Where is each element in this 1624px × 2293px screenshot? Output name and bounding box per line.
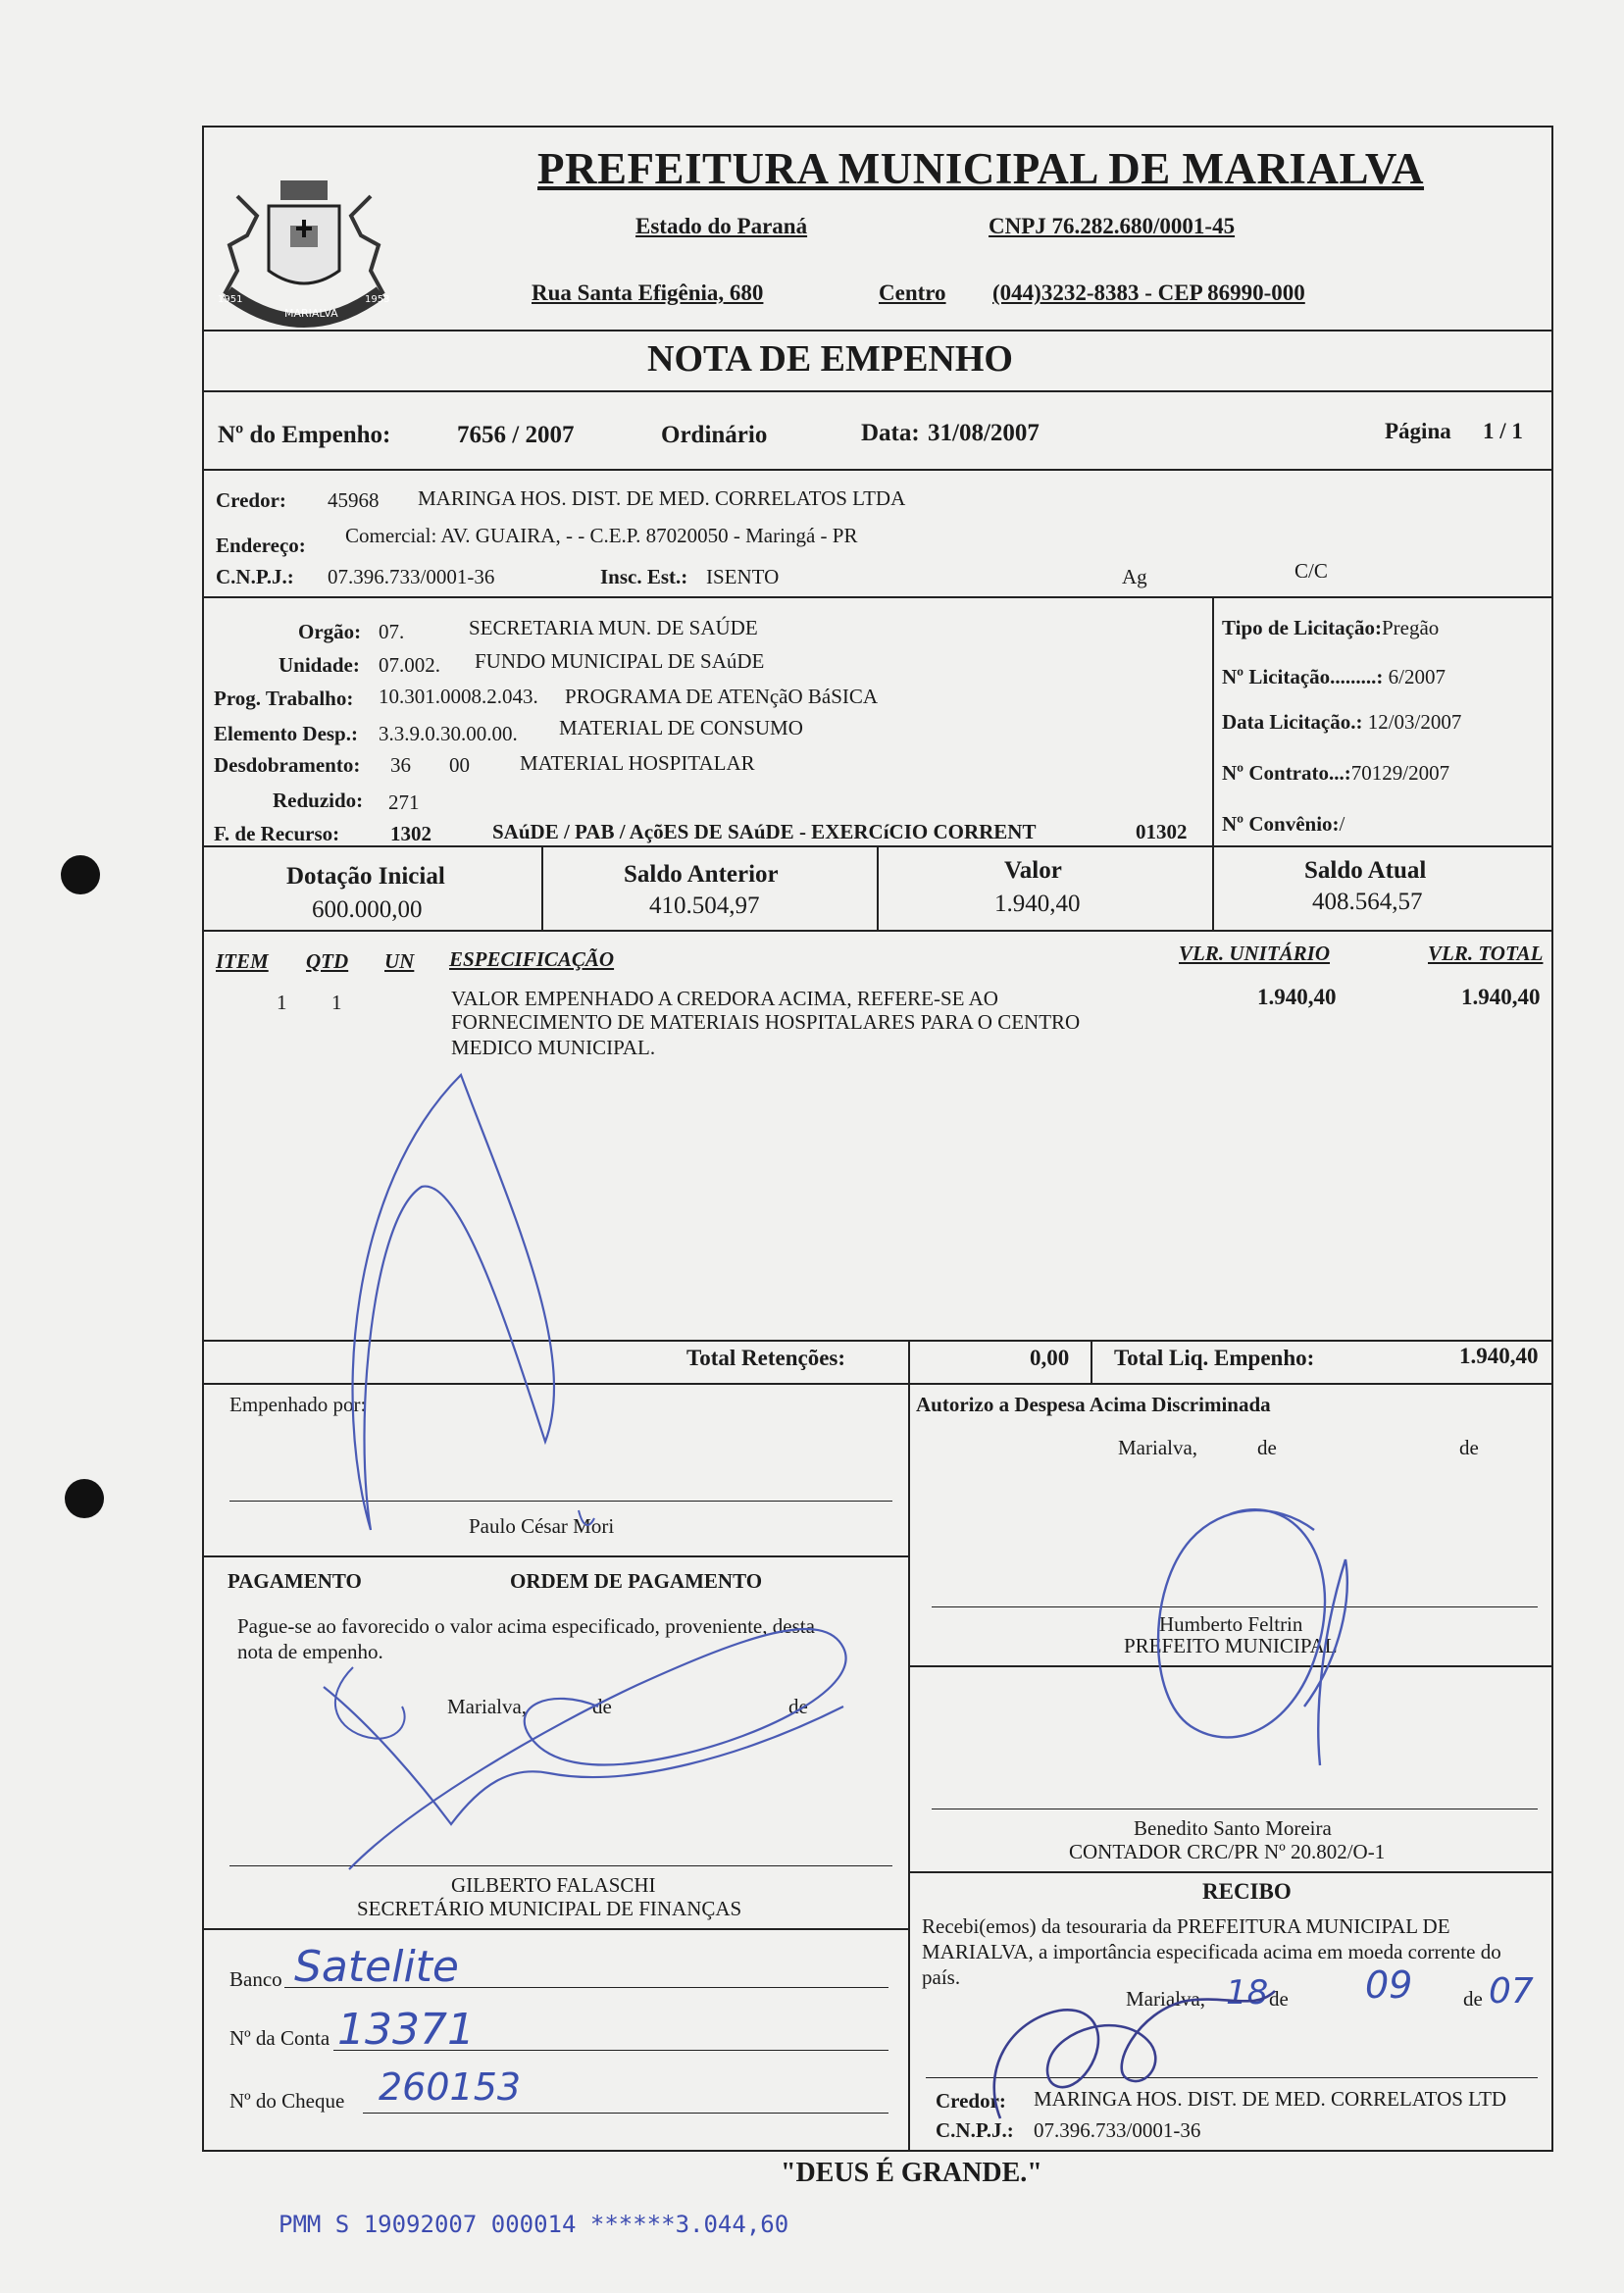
elemento-label: Elemento Desp.:: [214, 722, 358, 745]
accountant-title: CONTADOR CRC/PR Nº 20.802/O-1: [1069, 1840, 1386, 1863]
state-name: Estado do Paraná: [635, 214, 808, 238]
item-unit-price: 1.940,40: [1257, 985, 1337, 1009]
mayor-title: PREFEITO MUNICIPAL: [1124, 1634, 1338, 1657]
empenho-number: 7656 / 2007: [457, 422, 575, 448]
page-label: Página: [1385, 419, 1451, 443]
licitacao-date-label: Data Licitação.: 12/03/2007: [1222, 710, 1462, 734]
item-spec-line1: VALOR EMPENHADO A CREDORA ACIMA, REFERE-SE AO: [451, 987, 998, 1010]
pagamento-text-line2: nota de empenho.: [237, 1640, 383, 1663]
col-qtd: QTD: [306, 949, 349, 973]
recibo-day[interactable]: 18: [1226, 1973, 1269, 2013]
balance-label-dotacao: Dotação Inicial: [286, 863, 445, 890]
balance-label-valor: Valor: [1004, 857, 1062, 884]
autorizo-place: Marialva,: [1118, 1436, 1198, 1459]
page-number: 1 / 1: [1483, 419, 1523, 443]
retencoes-label: Total Retenções:: [686, 1346, 846, 1370]
credor-cnpj-label: C.N.P.J.:: [216, 565, 294, 588]
municipal-seal: [208, 177, 400, 330]
item-spec-line2: FORNECIMENTO DE MATERIAIS HOSPITALARES PARA O CENTRO: [451, 1010, 1081, 1034]
footer-motto: "DEUS É GRANDE.": [781, 2158, 1042, 2188]
reduzido-value: 271: [388, 790, 420, 814]
item-qtd: 1: [331, 991, 342, 1014]
banco-value[interactable]: Satelite: [294, 1942, 459, 1992]
balance-value-saldo-anterior: 410.504,97: [649, 892, 760, 919]
liquido-label: Total Liq. Empenho:: [1114, 1346, 1315, 1370]
accountant-name: Benedito Santo Moreira: [1134, 1816, 1332, 1840]
credor-code: 45968: [328, 488, 380, 512]
seal-name: MARIALVA: [284, 307, 338, 320]
recurso-code: 1302: [390, 822, 431, 845]
secretary-name: GILBERTO FALASCHI: [451, 1873, 656, 1897]
credor-cnpj: 07.396.733/0001-36: [328, 565, 495, 588]
retencoes-value: 0,00: [1030, 1346, 1070, 1370]
recibo-cnpj-label: C.N.P.J.:: [936, 2118, 1014, 2142]
recibo-text-line2: MARIALVA, a importância especificada acima em moeda corrente do: [922, 1940, 1501, 1963]
balance-label-saldo-anterior: Saldo Anterior: [624, 861, 779, 888]
contrato-label: Nº Contrato...:70129/2007: [1222, 761, 1450, 785]
municipality-address: Rua Santa Efigênia, 680: [532, 280, 764, 305]
liquido-value: 1.940,40: [1459, 1344, 1539, 1368]
binder-hole-top: [61, 855, 100, 894]
item-total: 1.940,40: [1461, 985, 1541, 1009]
balance-label-saldo-atual: Saldo Atual: [1304, 857, 1427, 884]
item-number: 1: [277, 991, 287, 1014]
contrato-number: 70129/2007: [1350, 761, 1450, 785]
empenhado-label: Empenhado por:: [229, 1393, 367, 1416]
municipality-district: Centro: [879, 280, 946, 305]
desdobramento-name: MATERIAL HOSPITALAR: [520, 751, 755, 775]
empenho-type: Ordinário: [661, 422, 768, 448]
recibo-place: Marialva,: [1126, 1987, 1206, 2011]
payment-stamp: PMM S 19092007 000014 ******3.044,60: [279, 2211, 789, 2238]
desdobramento-label: Desdobramento:: [214, 753, 361, 777]
autorizo-de1: de: [1257, 1436, 1277, 1459]
desdobramento-code2: 00: [449, 753, 470, 777]
pagamento-text-line1: Pague-se ao favorecido o valor acima especificado, proveniente, desta: [237, 1614, 815, 1638]
banco-label: Banco: [229, 1967, 282, 1991]
document-title: NOTA DE EMPENHO: [647, 338, 1013, 380]
licitacao-date: 12/03/2007: [1367, 710, 1462, 734]
unidade-name: FUNDO MUNICIPAL DE SAúDE: [475, 649, 765, 673]
credor-insc-label: Insc. Est.:: [600, 565, 688, 588]
pagamento-de2: de: [788, 1695, 808, 1718]
credor-label: Credor:: [216, 488, 286, 512]
recurso-label: F. de Recurso:: [214, 822, 340, 845]
pagamento-label: PAGAMENTO: [228, 1569, 362, 1593]
recibo-month[interactable]: 09: [1365, 1963, 1413, 2007]
recibo-cnpj: 07.396.733/0001-36: [1034, 2118, 1201, 2142]
orgao-code: 07.: [379, 620, 405, 643]
recibo-de1: de: [1269, 1987, 1289, 2011]
convenio-number: /: [1339, 812, 1345, 836]
recibo-credor: MARINGA HOS. DIST. DE MED. CORRELATOS LTD: [1034, 2087, 1507, 2111]
recibo-text-line3: país.: [922, 1965, 961, 1989]
recurso-ref: 01302: [1136, 820, 1188, 843]
elemento-code: 3.3.9.0.30.00.00.: [379, 722, 518, 745]
autorizo-de2: de: [1459, 1436, 1479, 1459]
empenhado-name: Paulo César Mori: [469, 1514, 615, 1538]
credor-cc-label: C/C: [1294, 559, 1328, 583]
balance-value-valor: 1.940,40: [994, 891, 1081, 917]
seal-year-right: 1953: [365, 294, 390, 305]
convenio-label: Nº Convênio:/: [1222, 812, 1345, 836]
empenho-number-label: Nº do Empenho:: [218, 422, 391, 448]
prog-label: Prog. Trabalho:: [214, 687, 354, 710]
recibo-year[interactable]: 07: [1489, 1971, 1534, 2012]
conta-label: Nº da Conta: [229, 2026, 330, 2050]
desdobramento-code1: 36: [390, 753, 411, 777]
pagamento-place: Marialva,: [447, 1695, 528, 1718]
credor-ag-label: Ag: [1122, 565, 1147, 588]
credor-insc: ISENTO: [706, 565, 780, 588]
empenho-date-label: Data:: [861, 420, 920, 446]
licitacao-type-label: Tipo de Licitação:Pregão: [1222, 616, 1440, 639]
unidade-code: 07.002.: [379, 653, 440, 677]
balance-value-dotacao: 600.000,00: [312, 896, 423, 923]
municipality-cnpj: CNPJ 76.282.680/0001-45: [989, 214, 1236, 238]
balance-value-saldo-atual: 408.564,57: [1312, 889, 1423, 915]
reduzido-label: Reduzido:: [273, 789, 364, 812]
municipality-name: PREFEITURA MUNICIPAL DE MARIALVA: [537, 144, 1425, 193]
empenho-date: 31/08/2007: [928, 420, 1040, 446]
licitacao-number-label: Nº Licitação.........: 6/2007: [1222, 665, 1446, 688]
prog-code: 10.301.0008.2.043.: [379, 685, 538, 708]
credor-address-label: Endereço:: [216, 534, 306, 557]
ordem-pagamento-label: ORDEM DE PAGAMENTO: [510, 1569, 763, 1593]
orgao-label: Orgão:: [298, 620, 362, 643]
mayor-name: Humberto Feltrin: [1159, 1612, 1303, 1636]
secretary-title: SECRETÁRIO MUNICIPAL DE FINANÇAS: [357, 1897, 742, 1920]
col-unit-price: VLR. UNITÁRIO: [1179, 942, 1331, 965]
binder-hole-bottom: [65, 1479, 104, 1518]
recibo-text-line1: Recebi(emos) da tesouraria da PREFEITURA MUNICIPAL DE: [922, 1914, 1450, 1938]
col-un: UN: [384, 949, 415, 973]
conta-value[interactable]: 13371: [337, 2005, 475, 2055]
prog-name: PROGRAMA DE ATENçãO BáSICA: [565, 685, 879, 708]
credor-address: Comercial: AV. GUAIRA, - - C.E.P. 87020050 - Maringá - PR: [345, 524, 858, 547]
col-total: VLR. TOTAL: [1428, 942, 1544, 965]
col-spec: ESPECIFICAÇÃO: [449, 947, 615, 971]
cheque-value[interactable]: 260153: [379, 2065, 522, 2109]
col-item: ITEM: [216, 949, 269, 973]
credor-name: MARINGA HOS. DIST. DE MED. CORRELATOS LTDA: [418, 486, 906, 510]
orgao-name: SECRETARIA MUN. DE SAÚDE: [469, 616, 758, 639]
recurso-name: SAúDE / PAB / AçõES DE SAúDE - EXERCíCIO CORRENT: [492, 820, 1037, 843]
cheque-label: Nº do Cheque: [229, 2089, 345, 2113]
recibo-credor-label: Credor:: [936, 2089, 1006, 2113]
licitacao-number: 6/2007: [1388, 665, 1446, 688]
item-spec-line3: MEDICO MUNICIPAL.: [451, 1036, 656, 1059]
pagamento-de1: de: [592, 1695, 612, 1718]
licitacao-type: Pregão: [1381, 616, 1440, 639]
elemento-name: MATERIAL DE CONSUMO: [559, 716, 803, 739]
municipality-phone-cep: (044)3232-8383 - CEP 86990-000: [992, 280, 1305, 305]
recibo-label: RECIBO: [1202, 1879, 1292, 1904]
unidade-label: Unidade:: [279, 653, 360, 677]
autorizo-label: Autorizo a Despesa Acima Discriminada: [916, 1393, 1271, 1416]
seal-year-left: 1951: [218, 294, 243, 305]
recibo-de2: de: [1463, 1987, 1483, 2011]
